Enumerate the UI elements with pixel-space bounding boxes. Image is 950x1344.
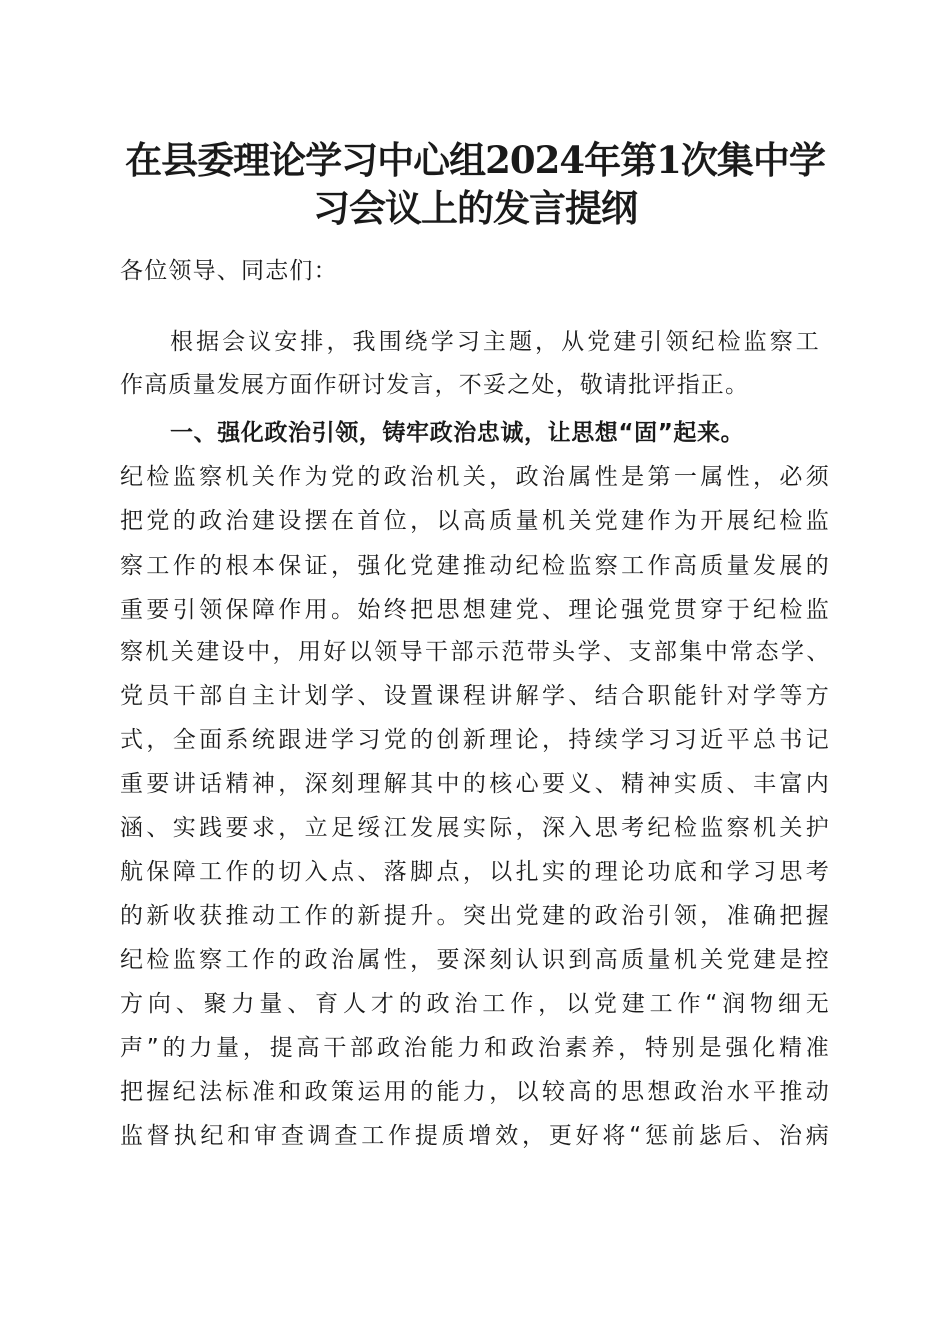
salutation: 各位领导、同志们：	[120, 258, 338, 284]
body-line-5: 察机关建设中，用好以领导干部示范带头学、支部集中常态学、	[120, 639, 830, 665]
document-title-line-2: 习会议上的发言提纲	[313, 186, 637, 230]
body-line-8: 重要讲话精神，深刻理解其中的核心要义、精神实质、丰富内	[120, 771, 830, 797]
body-line-12: 纪检监察工作的政治属性，要深刻认识到高质量机关党建是控	[120, 947, 830, 973]
body-line-7: 式，全面系统跟进学习党的创新理论，持续学习习近平总书记	[120, 727, 830, 753]
body-line-15: 把握纪法标准和政策运用的能力，以较高的思想政治水平推动	[120, 1079, 830, 1105]
body-line-3: 察工作的根本保证，强化党建推动纪检监察工作高质量发展的	[120, 553, 830, 579]
body-line-2: 把党的政治建设摆在首位，以高质量机关党建作为开展纪检监	[120, 508, 830, 534]
body-line-14: 声”的力量，提高干部政治能力和政治素养，特别是强化精准	[120, 1035, 830, 1061]
body-line-13: 方向、聚力量、育人才的政治工作，以党建工作“润物细无	[120, 991, 830, 1017]
section-1-heading: 一、强化政治引领，铸牢政治忠诚，让思想“固”起来。	[170, 420, 745, 446]
body-line-10: 航保障工作的切入点、落脚点，以扎实的理论功底和学习思考	[120, 859, 830, 885]
document-title-line-1: 在县委理论学习中心组2024年第1次集中学	[125, 138, 825, 182]
body-line-1: 纪检监察机关作为党的政治机关，政治属性是第一属性，必须	[120, 464, 830, 490]
intro-line-1: 根据会议安排，我围绕学习主题，从党建引领纪检监察工	[170, 329, 820, 355]
body-line-16: 监督执纪和审查调查工作提质增效，更好将“惩前毖后、治病	[120, 1123, 830, 1149]
body-line-6: 党员干部自主计划学、设置课程讲解学、结合职能针对学等方	[120, 683, 830, 709]
body-line-11: 的新收获推动工作的新提升。突出党建的政治引领，准确把握	[120, 903, 830, 929]
intro-line-2: 作高质量发展方面作研讨发言，不妥之处，敬请批评指正。	[120, 372, 750, 398]
body-line-9: 涵、实践要求，立足绥江发展实际，深入思考纪检监察机关护	[120, 815, 830, 841]
body-line-4: 重要引领保障作用。始终把思想建党、理论强党贯穿于纪检监	[120, 597, 830, 623]
